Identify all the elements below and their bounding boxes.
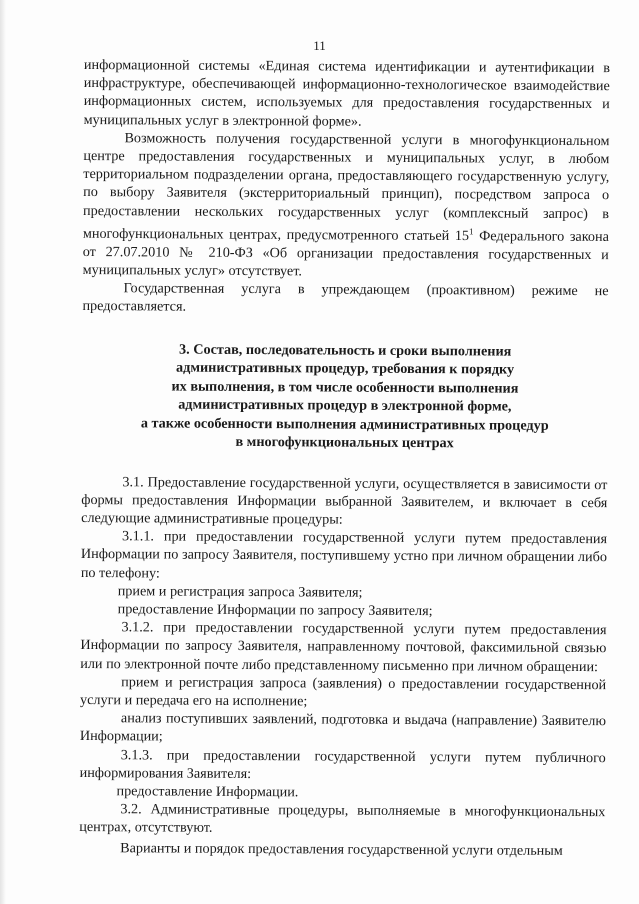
paragraph-continuation: информационной системы «Единая система идентификации и аутентификации в инфраструктуре, обеспечивающей информационно-технологическое взаимодействие информационных систем, используемых для предоставления государственных и муниципальных услуг в электронной форме». [83, 56, 610, 130]
paragraph-3-1-1: 3.1.1. при предоставлении государственной услуги путем предоставления Информации по запросу Заявителя, поступившему устно при личном обращении либо по телефону: [80, 528, 608, 582]
list-item: анализ поступивших заявлений, подготовка и выдача (направление) Заявителю Информации; [79, 710, 606, 745]
list-item: предоставление Информации. [116, 783, 299, 801]
list-item: прием и регистрация запроса (заявления) о предоставлении государственной услуги и передача его на исполнение; [80, 674, 607, 710]
article-superscript: 1 [469, 226, 474, 237]
section-heading-line: их выполнения, в том числе особенности выполнения [171, 378, 519, 397]
section-heading [82, 340, 609, 454]
page-number: 11 [313, 38, 326, 53]
list-item: прием и регистрация запроса Заявителя; [117, 583, 363, 601]
paragraph-mfc-tail: Федерального закона от 27.07.2010 № 210-ФЗ «Об организации предоставления государственных и муниципальных услуг» отсутствует. [82, 227, 609, 280]
paragraph-variants: Варианты и порядок предоставления государственной услуги отдельным [120, 839, 563, 859]
list-item: предоставление Информации по запросу Заявителя; [117, 601, 433, 620]
section-heading-line: в многофункциональных центрах [235, 434, 454, 452]
section-heading-line: 3. Состав, последовательность и сроки выполнения [179, 341, 512, 360]
document-body [79, 56, 610, 860]
paragraph-proactive: Государственная услуга в упреждающем (проактивном) режиме не предоставляется. [82, 280, 609, 316]
paragraph-3-1-3: 3.1.3. при предоставлении государственной услуги путем публичного информирования Заявителя: [79, 746, 606, 782]
paragraph-mfc-possibility [83, 129, 610, 283]
scan-edge-shadow [0, 0, 6, 904]
paragraph-3-1: 3.1. Предоставление государственной услуги, осуществляется в зависимости от формы предоставления Информации выбранной Заявителем, и включает в себя следующие административные процедуры: [81, 473, 608, 528]
section-heading-line: административных процедур, требования к порядку [176, 359, 515, 378]
paragraph-3-1-2: 3.1.2. при предоставлении государственной услуги путем предоставления Информации по запросу Заявителя, направленному почтовой, факсимильной связью или по электронной почте либо представленному письменно при личном обращении: [80, 619, 607, 675]
paragraph-3-2: 3.2. Административные процедуры, выполняемые в многофункциональных центрах, отсутствуют. [79, 801, 606, 837]
paragraph-mfc-text: Возможность получения государственной услуги в многофункциональном центре предоставления государственных и муниципальных услуг, в любом территориальном подразделении органа, предоставляющего государственную услугу, по выбору Заявителя (экстерриториальный принцип), посредством запроса о предоставлении нескольких государственных услуг (комплексный запрос) в многофункциональных центрах, предусмотренного статьей 15 [82, 130, 610, 244]
section-heading-line: административных процедур в электронной форме, [178, 396, 512, 415]
section-heading-line: а также особенности выполнения административных процедур [140, 414, 549, 434]
